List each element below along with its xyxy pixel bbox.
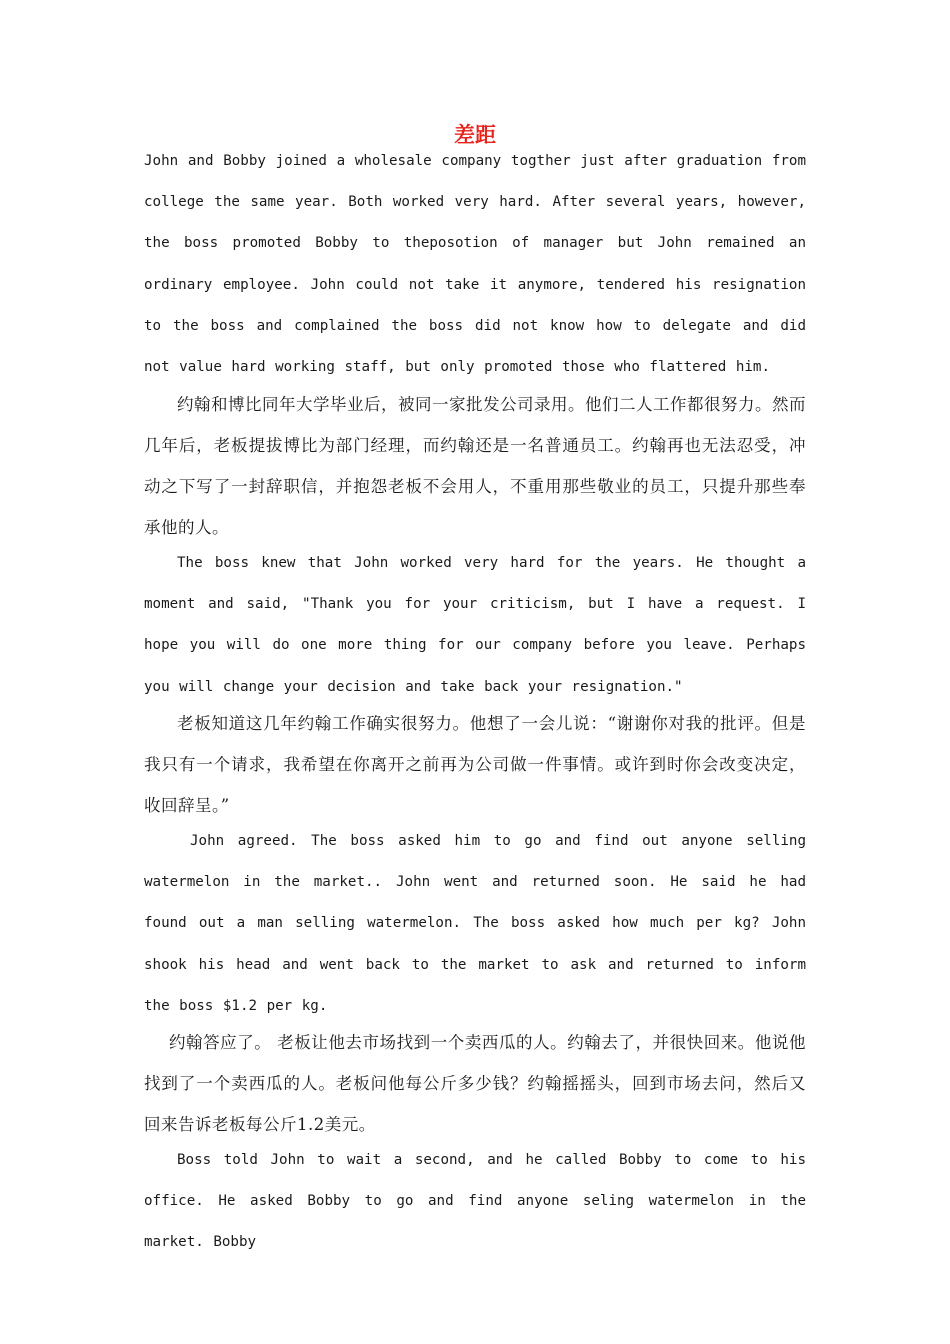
paragraph-zh-2: 老板知道这几年约翰工作确实很努力。他想了一会儿说：“谢谢你对我的批评。但是我只有一个请求，我希望在你离开之前再为公司做一件事情。或许到时你会改变决定，收回辞呈。”	[144, 714, 806, 815]
paragraph-en-2: The boss knew that John worked very hard for the years. He thought a moment and said, "Thank you for your criticism, but I have a request. I hope you will do one more thing for our company before you leave. Perhaps you will change your decision and take back your resignation."	[144, 555, 806, 695]
paragraph-en-4: Boss told John to wait a second, and he called Bobby to come to his office. He asked Bobby to go and find anyone seling watermelon in the market. Bobby	[144, 1152, 806, 1251]
paragraph-zh-3: 约翰答应了。 老板让他去市场找到一个卖西瓜的人。约翰去了，并很快回来。他说他找到了一个卖西瓜的人。老板问他每公斤多少钱？约翰摇摇头，回到市场去问，然后又回来告诉老板每公斤1.2美元。	[144, 1033, 806, 1134]
paragraph-en-3: John agreed. The boss asked him to go and find out anyone selling watermelon in the market.. John went and returned soon. He said he had found out a man selling watermelon. The boss asked how much per kg? John shook his head and went back to the market to ask and returned to inform the boss $1.2 per kg.	[144, 833, 806, 1014]
page-title: 差距	[454, 123, 496, 147]
paragraph-zh-1: 约翰和博比同年大学毕业后，被同一家批发公司录用。他们二人工作都很努力。然而几年后，老板提拔博比为部门经理，而约翰还是一名普通员工。约翰再也无法忍受，冲动之下写了一封辞职信，并抱怨老板不会用人，不重用那些敬业的员工，只提升那些奉承他的人。	[144, 395, 806, 537]
paragraph-en-1: John and Bobby joined a wholesale company togther just after graduation from college the same year. Both worked very hard. After several years, however, the boss promoted Bobby to theposotion of manager but John remained an ordinary employee. John could not take it anymore, tendered his resignation to the boss and complained the boss did not know how to delegate and did not value hard working staff, but only promoted those who flattered him.	[144, 153, 806, 376]
